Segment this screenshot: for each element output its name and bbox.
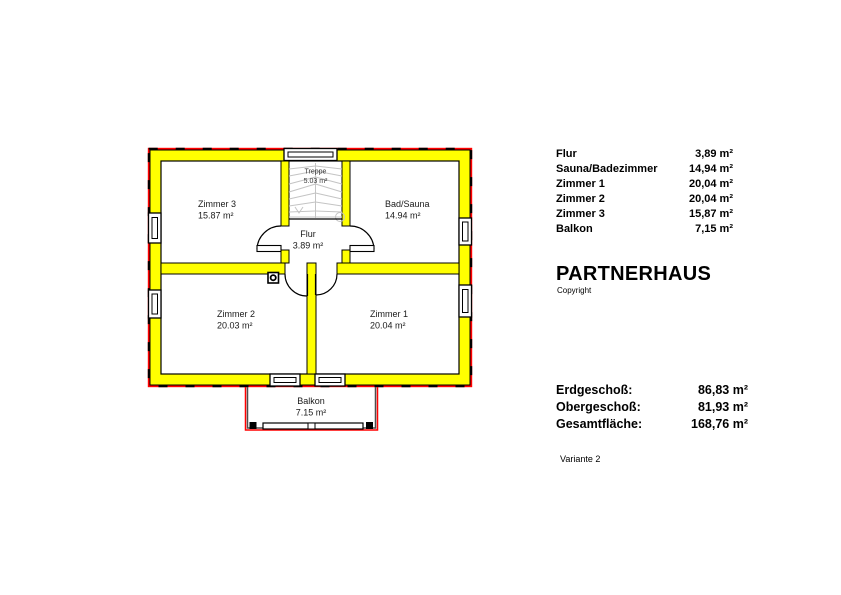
room-name: Balkon: [556, 223, 593, 235]
variant-note: Variante 2: [560, 454, 601, 464]
room-bad-sauna-label: Bad/Sauna: [385, 199, 430, 209]
room-bad-sauna-area: 14.94 m²: [385, 210, 421, 221]
list-item: [556, 207, 733, 222]
area-summary: [556, 382, 748, 433]
room-area-value: 3,89 m²: [695, 148, 733, 160]
interior-wall-horizontal-right: [337, 263, 459, 274]
summary-value: 81,93 m²: [697, 400, 748, 414]
stair-wall-right-upper: [342, 161, 350, 226]
room-name: Zimmer 1: [556, 178, 605, 190]
summary-label: Erdgeschoß:: [556, 383, 633, 397]
balcony-post-left: [250, 422, 257, 429]
room-zimmer1-label: Zimmer 1: [370, 309, 408, 319]
list-item: [556, 177, 733, 192]
summary-row: [556, 416, 748, 433]
room-name: Sauna/Badezimmer: [556, 163, 658, 175]
room-zimmer3-area: 15.87 m²: [198, 210, 234, 221]
interior-wall-horizontal-left: [161, 263, 285, 274]
room-area-value: 20,04 m²: [688, 178, 733, 190]
balcony-railing-center: [308, 423, 315, 429]
window-right-zimmer1-pane: [463, 290, 469, 313]
room-balkon-area: 7.15 m²: [295, 407, 327, 418]
summary-value: 86,83 m²: [697, 383, 748, 397]
room-treppe-label: Treppe: [304, 168, 327, 176]
list-item: [556, 162, 733, 177]
room-zimmer2-label: Zimmer 2: [217, 309, 255, 319]
stair-wall-right-lower: [342, 250, 350, 263]
summary-row: [556, 399, 748, 416]
room-flur-label: Flur: [300, 229, 316, 239]
balcony-post-right: [366, 422, 373, 429]
window-left-zimmer3-pane: [152, 218, 158, 239]
window-top-stairs-pane: [288, 152, 333, 157]
window-right-bad-sauna-pane: [463, 222, 469, 241]
copyright-note: Copyright: [557, 286, 592, 295]
room-area-value: 15,87 m²: [688, 208, 733, 220]
room-area-value: 14,94 m²: [688, 163, 733, 175]
room-name: Flur: [556, 148, 577, 160]
room-area-list: [556, 147, 733, 237]
room-name: Zimmer 3: [556, 208, 605, 220]
summary-row: [556, 382, 748, 399]
room-zimmer2-area: 20.03 m²: [217, 320, 253, 331]
room-zimmer3-label: Zimmer 3: [198, 199, 236, 209]
room-treppe-area: 5.03 m²: [303, 178, 328, 185]
room-name: Zimmer 2: [556, 193, 605, 205]
list-item: [556, 192, 733, 207]
summary-label: Obergeschoß:: [556, 400, 641, 414]
room-balkon-label: Balkon: [297, 396, 325, 406]
balcony-door-zimmer2-pane: [274, 378, 296, 383]
summary-value: 168,76 m²: [691, 417, 748, 431]
interior-wall-vertical-center: [307, 263, 316, 374]
summary-label: Gesamtfläche:: [556, 417, 643, 431]
room-area-value: 7,15 m²: [695, 223, 733, 235]
window-left-zimmer2-pane: [152, 294, 158, 314]
list-item: [556, 147, 733, 162]
door-leaf-bad-sauna: [350, 246, 374, 252]
door-leaf-zimmer3: [257, 246, 281, 252]
stair-wall-left-upper: [281, 161, 289, 226]
room-flur-area: 3.89 m²: [292, 240, 324, 251]
room-area-value: 20,04 m²: [688, 193, 733, 205]
balcony-door-zimmer1-pane: [319, 378, 341, 383]
vent-symbol-icon: [268, 273, 279, 284]
list-item: [556, 222, 733, 237]
stair-wall-left-lower: [281, 250, 289, 263]
brand-title: PARTNERHAUS: [556, 263, 712, 285]
room-zimmer1-area: 20.04 m²: [370, 320, 406, 331]
